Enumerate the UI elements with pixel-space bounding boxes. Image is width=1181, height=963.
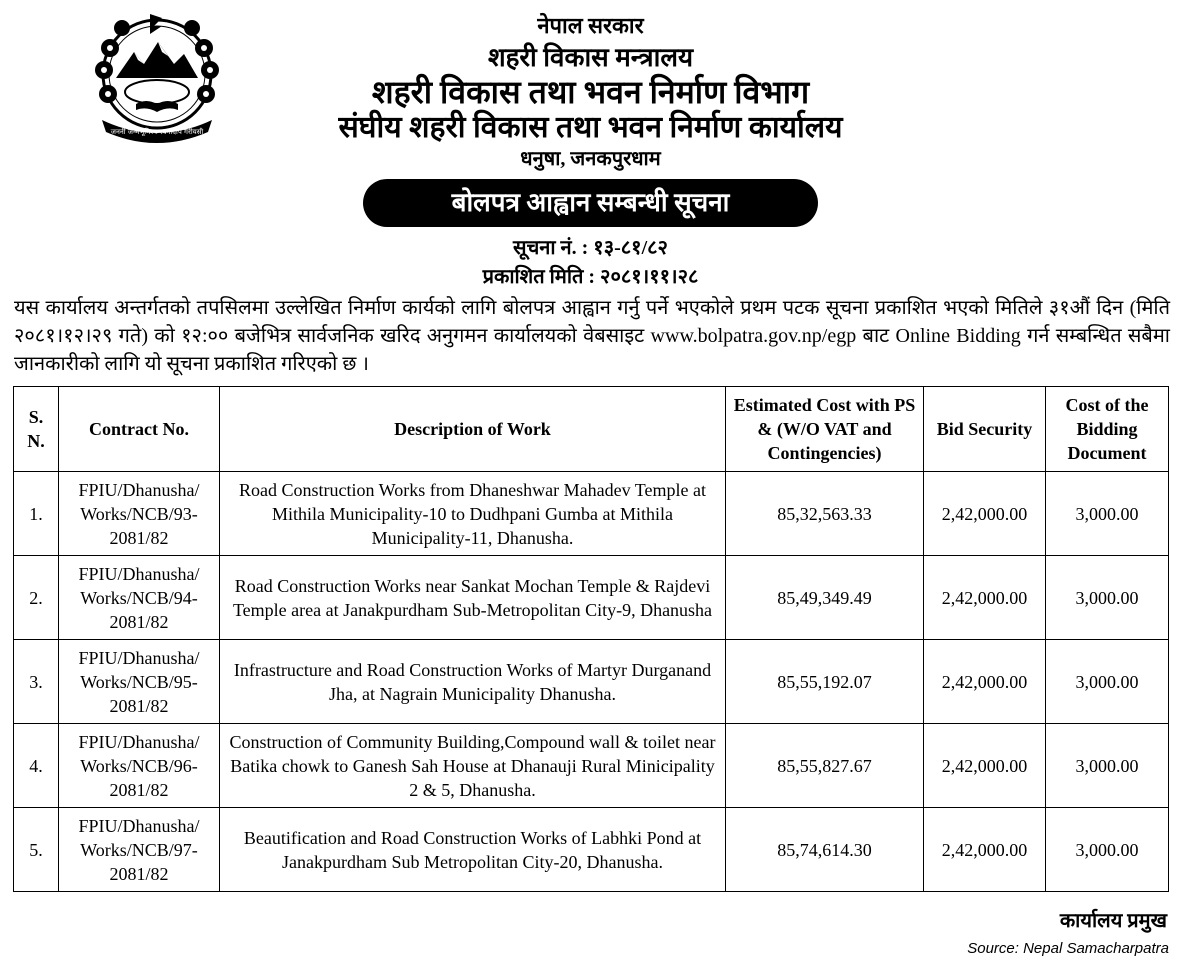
table-row <box>14 472 1169 556</box>
header-document-cost: Cost of the Bidding Document <box>1046 387 1169 472</box>
signature-office-chief: कार्यालय प्रमुख <box>1059 910 1167 932</box>
table-row <box>14 724 1169 808</box>
header-sn: S. N. <box>14 387 59 472</box>
cell-contract-no: FPIU/Dhanusha/ Works/NCB/95- 2081/82 <box>59 640 220 724</box>
cell-sn: 4. <box>14 724 59 808</box>
header-contract-no: Contract No. <box>59 387 220 472</box>
cell-sn: 3. <box>14 640 59 724</box>
cell-contract-no: FPIU/Dhanusha/ Works/NCB/93- 2081/82 <box>59 472 220 556</box>
table-row <box>14 556 1169 640</box>
cell-contract-no: FPIU/Dhanusha/ Works/NCB/94- 2081/82 <box>59 556 220 640</box>
cell-estimated-cost: 85,55,192.07 <box>726 640 924 724</box>
cell-bid-security: 2,42,000.00 <box>924 556 1046 640</box>
cell-description: Beautification and Road Construction Works of Labhki Pond at Janakpurdham Sub Metropolitan City-20, Dhanusha. <box>220 808 726 892</box>
cell-description: Construction of Community Building,Compound wall & toilet near Batika chowk to Ganesh Sah House at Dhanauji Rural Minicipality 2 & 5, Dhanusha. <box>220 724 726 808</box>
header-bid-security: Bid Security <box>924 387 1046 472</box>
cell-document-cost: 3,000.00 <box>1046 556 1169 640</box>
intro-paragraph: यस कार्यालय अन्तर्गतको तपसिलमा उल्लेखित निर्माण कार्यको लागि बोलपत्र आह्वान गर्नु पर्ने भएकोले प्रथम पटक सूचना प्रकाशित भएको मितिले ३१औं दिन (मिति २०८१।१२।२९ गते) को १२:०० बजेभित्र सार्वजनिक खरिद अनुगमन कार्यालयको वेबसाइट www.bolpatra.gov.np/egp बाट Online Bidding गर्न सम्बन्धित सबैमा जानकारीको लागि यो सूचना प्रकाशित गरिएको छ । <box>14 297 1170 375</box>
cell-estimated-cost: 85,55,827.67 <box>726 724 924 808</box>
table-row <box>14 640 1169 724</box>
cell-bid-security: 2,42,000.00 <box>924 472 1046 556</box>
table-row <box>14 808 1169 892</box>
ministry-name: शहरी विकास मन्त्रालय <box>487 43 694 72</box>
cell-sn: 1. <box>14 472 59 556</box>
emblem-motto: जननी जन्मभूमिश्च स्वर्गादपि गरीयसी <box>110 128 204 136</box>
cell-estimated-cost: 85,74,614.30 <box>726 808 924 892</box>
cell-sn: 2. <box>14 556 59 640</box>
header-estimated-cost: Estimated Cost with PS & (W/O VAT and Contingencies) <box>726 387 924 472</box>
office-location: धनुषा, जनकपुरधाम <box>520 148 661 170</box>
cell-bid-security: 2,42,000.00 <box>924 724 1046 808</box>
works-table <box>13 386 1169 892</box>
department-name: शहरी विकास तथा भवन निर्माण विभाग <box>371 74 810 110</box>
cell-description: Road Construction Works near Sankat Mochan Temple & Rajdevi Temple area at Janakpurdham Sub-Metropolitan City-9, Dhanusha <box>220 556 726 640</box>
source-credit: Source: Nepal Samacharpatra <box>967 940 1169 957</box>
cell-contract-no: FPIU/Dhanusha/ Works/NCB/97- 2081/82 <box>59 808 220 892</box>
cell-estimated-cost: 85,32,563.33 <box>726 472 924 556</box>
cell-document-cost: 3,000.00 <box>1046 808 1169 892</box>
cell-contract-no: FPIU/Dhanusha/ Works/NCB/96- 2081/82 <box>59 724 220 808</box>
cell-estimated-cost: 85,49,349.49 <box>726 556 924 640</box>
header-description: Description of Work <box>220 387 726 472</box>
cell-sn: 5. <box>14 808 59 892</box>
office-name: संघीय शहरी विकास तथा भवन निर्माण कार्यालय <box>338 111 843 144</box>
notice-title: बोलपत्र आह्वान सम्बन्धी सूचना <box>363 179 818 227</box>
cell-description: Infrastructure and Road Construction Works of Martyr Durganand Jha, at Nagrain Municipality Dhanusha. <box>220 640 726 724</box>
cell-document-cost: 3,000.00 <box>1046 724 1169 808</box>
cell-document-cost: 3,000.00 <box>1046 640 1169 724</box>
table-header-row <box>14 387 1169 472</box>
cell-bid-security: 2,42,000.00 <box>924 808 1046 892</box>
government-name: नेपाल सरकार <box>537 13 644 38</box>
notice-number: सूचना नं. : १३-८१/८२ <box>513 237 668 259</box>
cell-description: Road Construction Works from Dhaneshwar Mahadev Temple at Mithila Municipality-10 to Dudhpani Gumba at Mithila Municipality-11, Dhanusha. <box>220 472 726 556</box>
cell-bid-security: 2,42,000.00 <box>924 640 1046 724</box>
cell-document-cost: 3,000.00 <box>1046 472 1169 556</box>
published-date: प्रकाशित मिति : २०८१।११।२८ <box>482 266 699 288</box>
